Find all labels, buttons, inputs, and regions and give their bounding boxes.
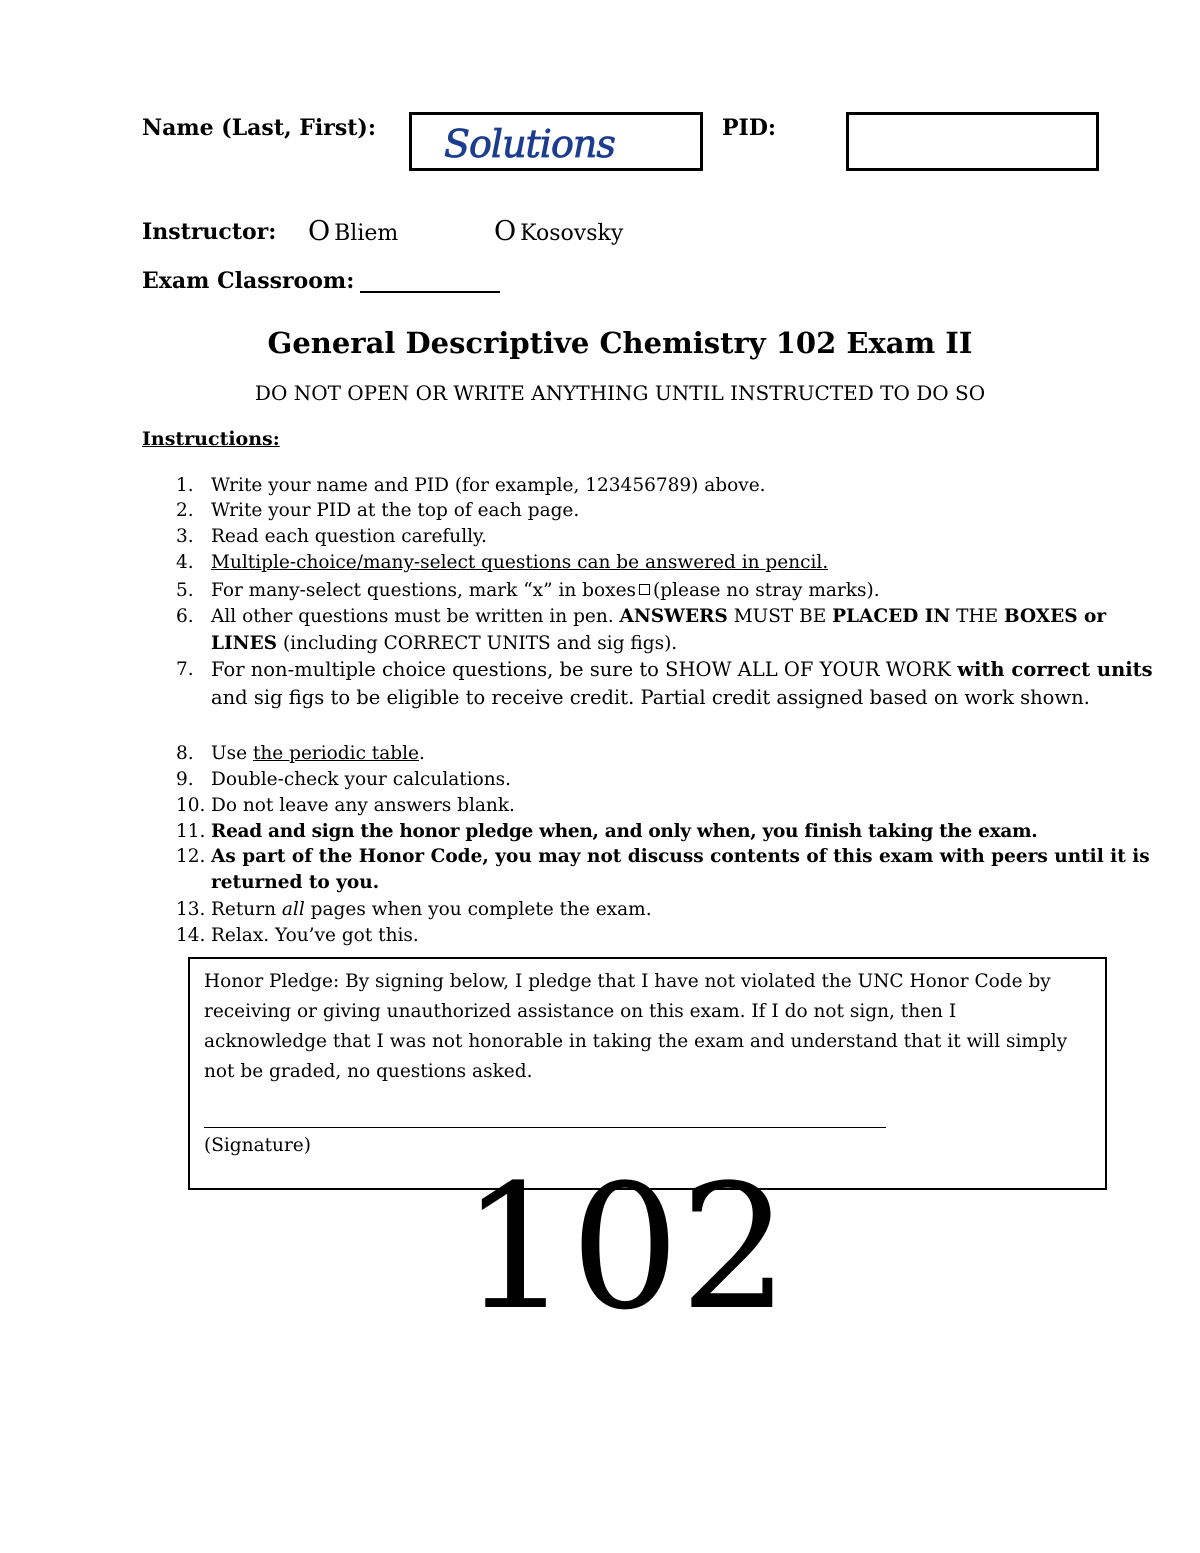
instructor-name: Bliem <box>334 221 399 246</box>
pid-label: PID: <box>722 115 777 141</box>
instructions-heading: Instructions: <box>142 428 280 450</box>
signature-label: (Signature) <box>204 1135 311 1156</box>
instruction-item: 2. Write your PID at the top of each page. <box>176 500 580 521</box>
instruction-item: 5. For many-select questions, mark “x” in boxes (please no stray marks). <box>176 580 880 601</box>
signature-line[interactable] <box>204 1127 886 1128</box>
instruction-item: 11. Read and sign the honor pledge when, and only when, you finish taking the exam. <box>176 821 1038 842</box>
checkbox-square-icon <box>639 584 650 595</box>
name-label: Name (Last, First): <box>142 115 376 141</box>
instructor-label: Instructor: <box>142 219 277 245</box>
instruction-item: 8. Use the periodic table. <box>176 743 425 764</box>
honor-pledge-text: Honor Pledge: By signing below, I pledge that I have not violated the UNC Honor Code by receiving or giving unauthorized assistance on this exam. If I do not sign, then I acknowledge that I was not honorable in taking the exam and understand that it will simply not be graded, no questions asked. <box>204 971 1068 1082</box>
exam-classroom-line[interactable] <box>360 291 500 293</box>
periodic-table-link[interactable]: the periodic table <box>252 743 419 764</box>
name-field[interactable] <box>409 112 703 171</box>
instruction-item: 14. Relax. You’ve got this. <box>176 925 419 946</box>
instruction-item: 6. All other questions must be written in pen. ANSWERS MUST BE PLACED IN THE BOXES or LINES (including CORRECT UNITS and sig figs). <box>176 606 1107 654</box>
exam-classroom-label: Exam Classroom: <box>142 268 355 294</box>
handwritten-solutions <box>416 117 696 169</box>
instruction-item: 10. Do not leave any answers blank. <box>176 795 515 816</box>
instruction-item: 9. Double-check your calculations. <box>176 769 512 790</box>
radio-circle-icon: O <box>494 216 517 247</box>
pid-field[interactable] <box>846 112 1099 171</box>
instruction-item: 3. Read each question carefully. <box>176 526 487 547</box>
handwritten-solutions-text: Solutions <box>444 122 615 166</box>
instructor-option-kosovsky[interactable] <box>494 216 623 247</box>
course-number: 102 <box>460 1147 790 1348</box>
instruction-item: 12. As part of the Honor Code, you may not discuss contents of this exam with peers until it is returned to you. <box>176 846 1150 893</box>
exam-title: General Descriptive Chemistry 102 Exam II <box>267 326 973 360</box>
instruction-item: 13. Return all pages when you complete the exam. <box>176 899 652 920</box>
instructor-option-bliem[interactable] <box>308 216 398 247</box>
instruction-item: 1. Write your name and PID (for example, 123456789) above. <box>176 475 766 496</box>
radio-circle-icon: O <box>308 216 331 247</box>
instruction-item: 7. For non-multiple choice questions, be sure to SHOW ALL OF YOUR WORK with correct units and sig figs to be eligible to receive credit. Partial credit assigned based on work shown. <box>176 658 1153 709</box>
instruction-item: 4. Multiple-choice/many-select questions can be answered in pencil. <box>176 552 829 573</box>
exam-warning: DO NOT OPEN OR WRITE ANYTHING UNTIL INSTRUCTED TO DO SO <box>254 381 986 405</box>
instructor-name: Kosovsky <box>520 221 624 246</box>
